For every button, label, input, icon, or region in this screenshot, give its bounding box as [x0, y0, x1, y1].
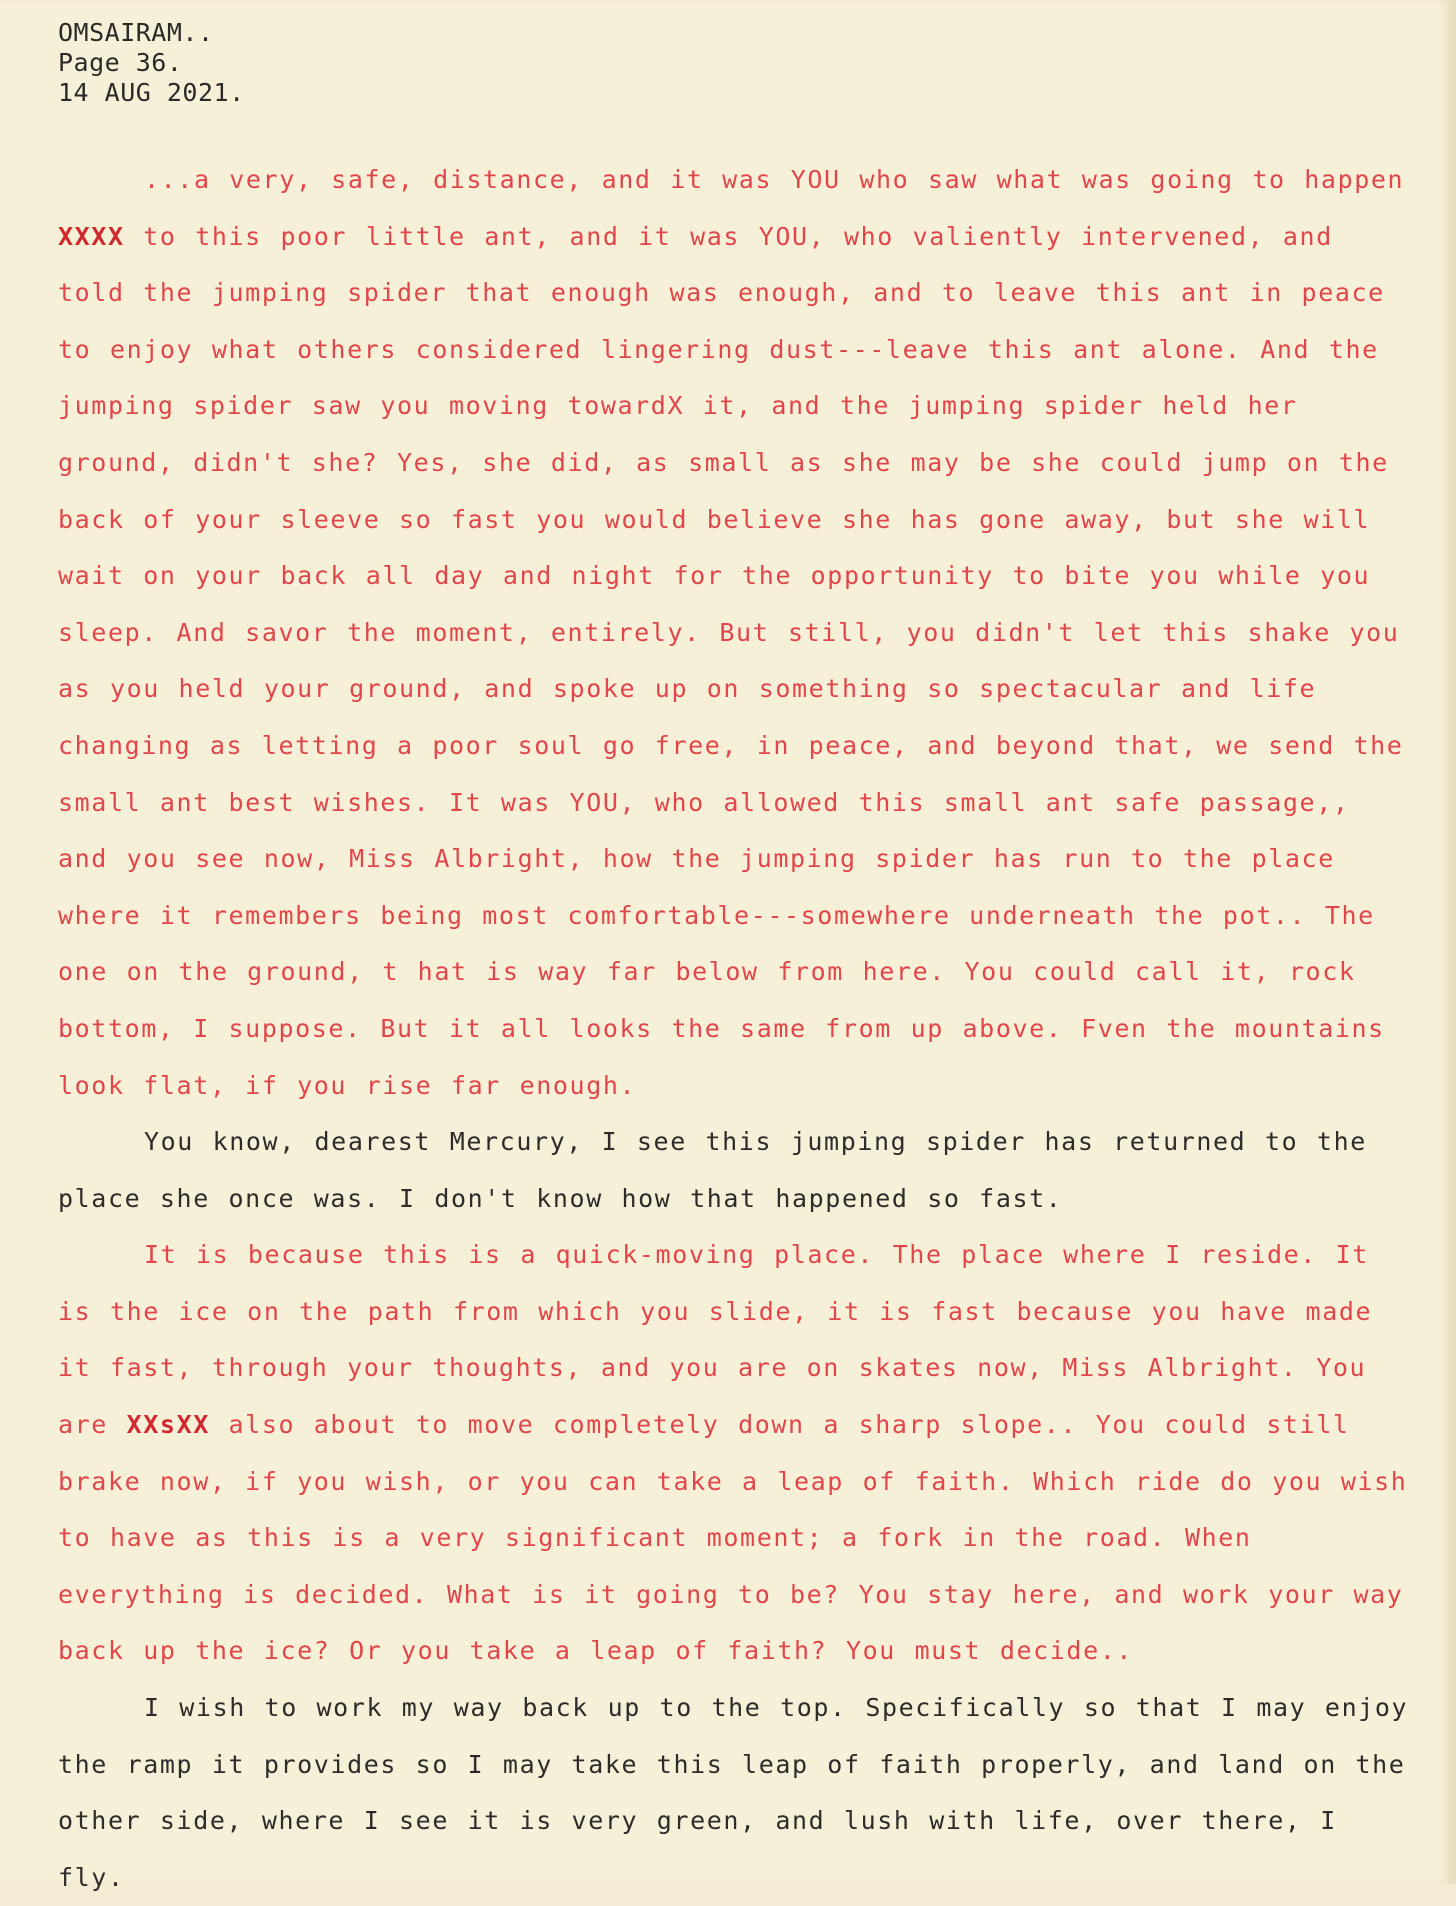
paragraph-1: [58, 152, 1410, 1114]
paragraph-4: I wish to work my way back up to the top. Specifically so that I may enjoy the ramp it provides so I may take this leap of faith properly, and land on the other side, where I see it is very green, and lush with life, over there, I fly.: [58, 1693, 1409, 1892]
header-date: 14 AUG 2021.: [58, 78, 245, 107]
struck-text-1: XXXX: [58, 221, 125, 251]
paragraph-2: You know, dearest Mercury, I see this jumping spider has returned to the place she once was. I don't know how that happened so fast.: [58, 1127, 1367, 1213]
paper-edge-shadow: [1438, 0, 1456, 1884]
paragraph-3-text-b: also about to move completely down a sharp slope.. You could still brake now, if you wish, or you can take a leap of faith. Which ride do you wish to have as this is a very significant moment; a fork in the road. When everything is decided. What is it going to be? You stay here, and work your way back up the ice? Or you take a leap of faith? You must decide..: [58, 1410, 1408, 1666]
header-salutation: OMSAIRAM..: [58, 18, 214, 47]
header-page-number: Page 36.: [58, 48, 183, 77]
struck-text-2: XXsXX: [126, 1410, 210, 1440]
letter-body: [58, 152, 1410, 1906]
paragraph-3-text-a: It is because this is a quick-moving place. The place where I reside. It is the ice on the path from which you slide, it is fast because you have made it fast, through your thoughts, and you are on skates now, Miss Albright. You are: [58, 1240, 1373, 1440]
page-header: [58, 18, 245, 108]
paragraph-1-text-a: ...a very, safe, distance, and it was YOU who saw what was going to happen: [144, 165, 1405, 194]
paragraph-3: [58, 1227, 1410, 1680]
paragraph-1-text-b: to this poor little ant, and it was YOU, who valiently intervened, and told the jumping spider that enough was enough, and to leave this ant in peace to enjoy what others considered lingering dust---leave this ant alone. And the jumping spider saw you moving towardX it, and the jumping spider held her ground, didn't she? Yes, she did, as small as she may be she could jump on the back of your sleeve so fast you would believe she has gone away, but she will wait on your back all day and night for the opportunity to bite you while you sleep. And savor the moment, entirely. But still, you didn't let this shake you as you held your ground, and spoke up on something so spectacular and life changing as letting a poor soul go free, in peace, and beyond that, we send the small ant best wishes. It was YOU, who allowed this small ant safe passage,, and you see now, Miss Albright, how the jumping spider has run to the place where it remembers being most comfortable---somewhere underneath the pot.. The one on the ground, t hat is way far below from here. You could call it, rock bottom, I suppose. But it all looks the same from up above. Fven the mountains look flat, if you rise far enough.: [58, 221, 1404, 1100]
